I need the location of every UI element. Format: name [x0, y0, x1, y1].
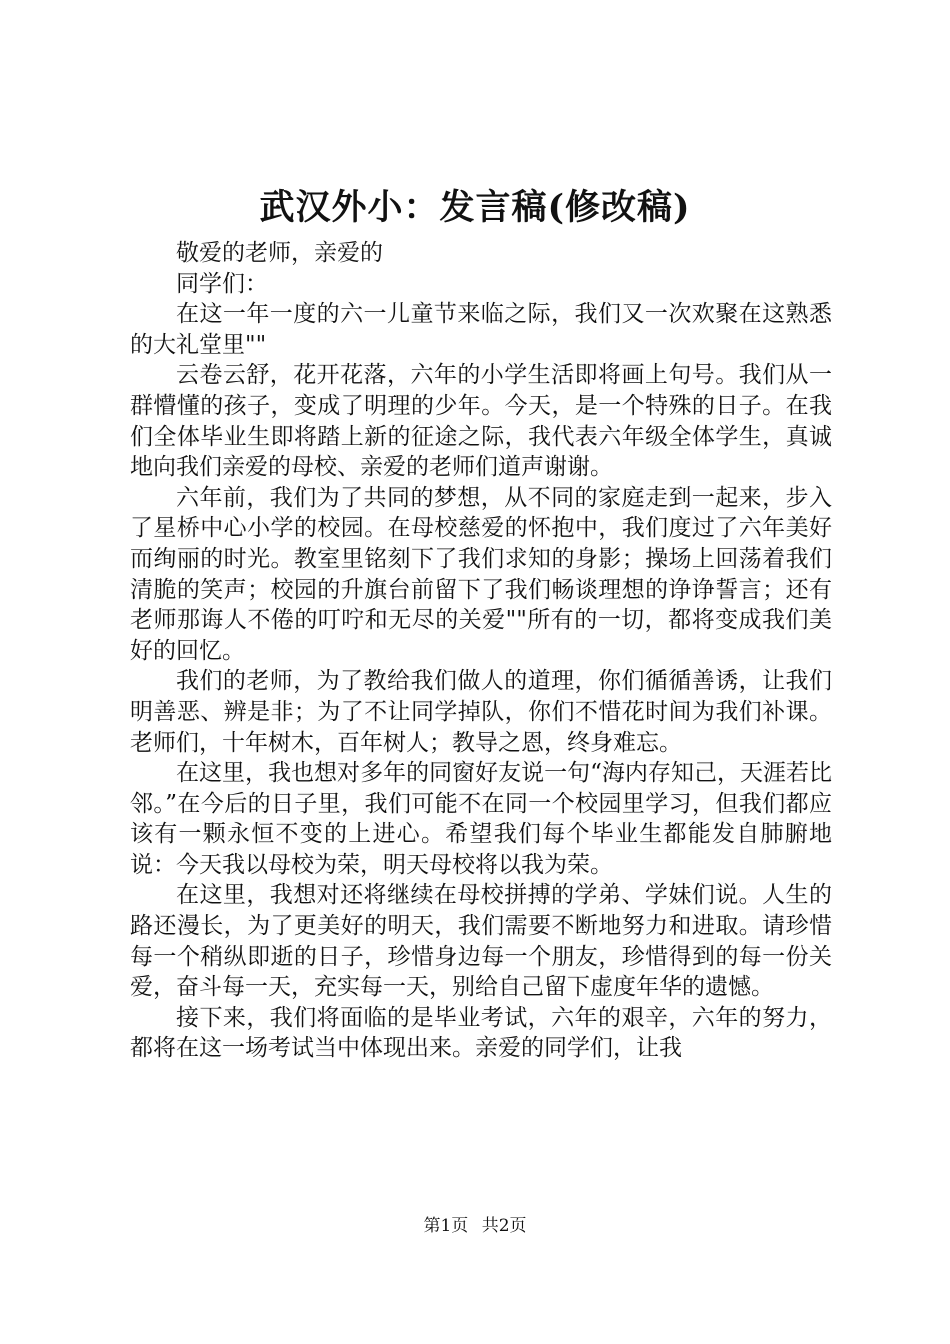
document-title: 武汉外小：发言稿(修改稿) — [259, 187, 691, 228]
paragraph-greeting-1: 敬爱的老师，亲爱的 — [176, 240, 383, 266]
paragraph-teachers: 我们的老师，为了教给我们做人的道理，你们循循善诱，让我们明善恶、辨是非；为了不让同学掉队，你们不惜花时间为我们补课。老师们，十年树木，百年树人；教导之恩，终身难忘。 — [130, 668, 832, 756]
paragraph-greeting-2: 同学们： — [176, 270, 268, 297]
paragraph-classmates: 在这里，我也想对多年的同窗好友说一句“海内存知己，天涯若比邻。”在今后的日子里，我们可能不在同一个校园里学习，但我们都应该有一颗永恒不变的上进心。希望我们每个毕业生都能发自肺腑地说：今天我以母校为荣，明天母校将以我为荣。 — [130, 760, 832, 878]
page-total: 共2页 — [481, 1216, 527, 1236]
document-body — [130, 238, 832, 1064]
paragraph-memories: 六年前，我们为了共同的梦想，从不同的家庭走到一起来，步入了星桥中心小学的校园。在母校慈爱的怀抱中，我们度过了六年美好而绚丽的时光。教室里铭刻下了我们求知的身影；操场上回荡着我们清脆的笑声；校园的升旗台前留下了我们畅谈理想的诤诤誓言；还有老师那诲人不倦的叮咛和无尽的关爱""所有的一切，都将变成我们美好的回忆。 — [130, 484, 832, 664]
page-number: 第1页 — [423, 1216, 469, 1236]
paragraph-exam: 接下来，我们将面临的是毕业考试，六年的艰辛，六年的努力，都将在这一场考试当中体现出来。亲爱的同学们，让我 — [130, 1004, 832, 1062]
paragraph-juniors: 在这里，我想对还将继续在母校拼搏的学弟、学妹们说。人生的路还漫长，为了更美好的明天，我们需要不断地努力和进取。请珍惜每一个稍纵即逝的日子，珍惜身边每一个朋友，珍惜得到的每一份关爱，奋斗每一天，充实每一天，别给自己留下虚度年华的遗憾。 — [130, 882, 832, 1001]
page-footer — [0, 1214, 950, 1238]
paragraph-graduation: 云卷云舒，花开花落，六年的小学生活即将画上句号。我们从一群懵懂的孩子，变成了明理的少年。今天，是一个特殊的日子。在我们全体毕业生即将踏上新的征途之际，我代表六年级全体学生，真诚地向我们亲爱的母校、亲爱的老师们道声谢谢。 — [130, 362, 832, 481]
paragraph-opening: 在这一年一度的六一儿童节来临之际，我们又一次欢聚在这熟悉的大礼堂里"" — [130, 301, 832, 358]
